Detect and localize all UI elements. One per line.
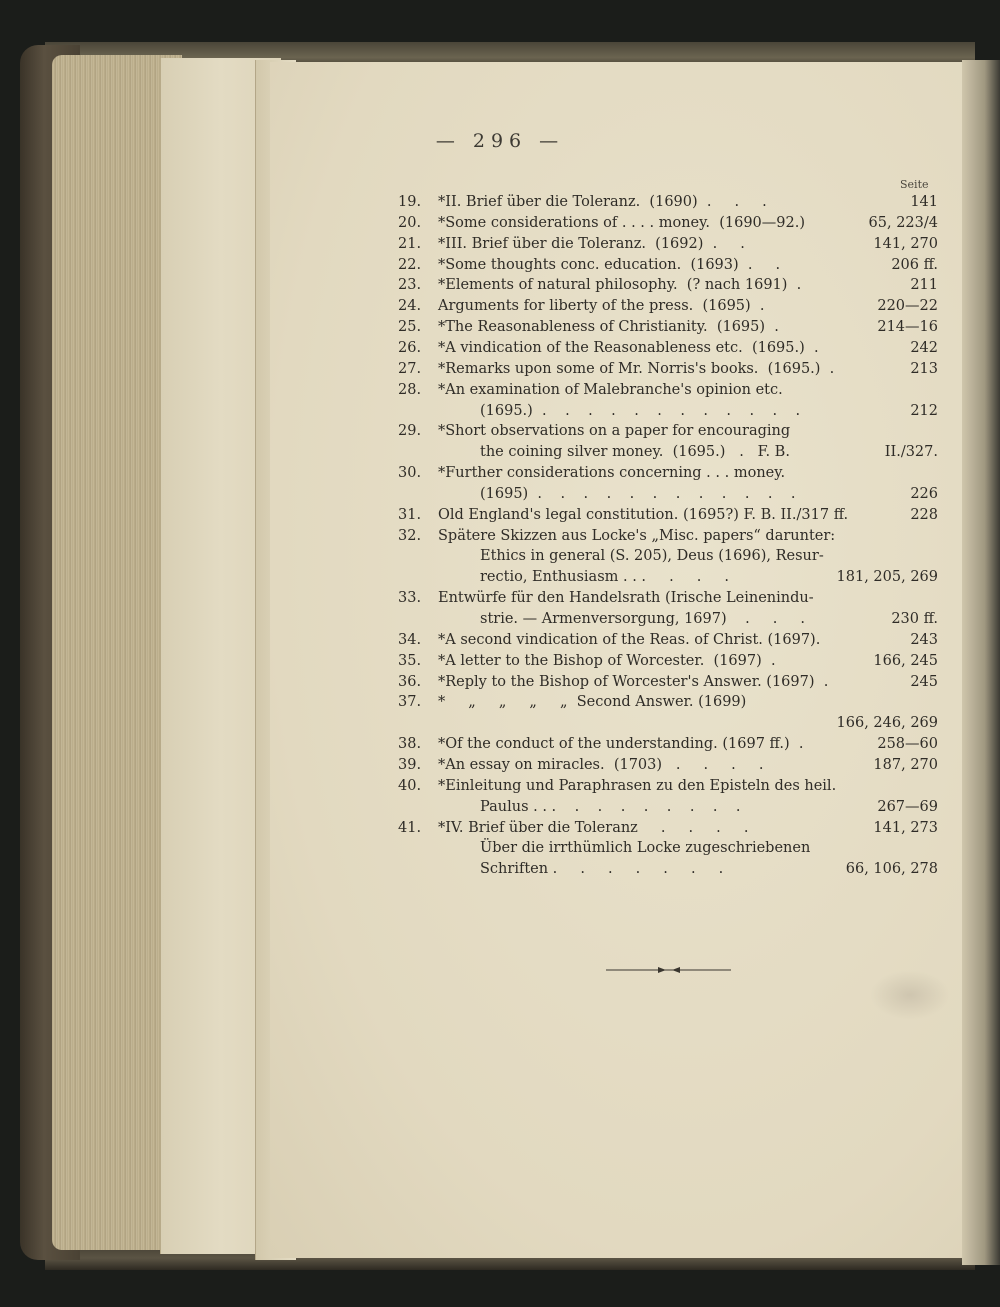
entry-pages: 66, 106, 278 <box>845 861 938 878</box>
entry-pages: 212 <box>910 402 938 419</box>
entry-title: strie. — Armenversorgung, 1697) . . . <box>480 611 805 627</box>
entry-number: 32. <box>398 527 422 544</box>
entry-number: 35. <box>398 652 422 669</box>
column-header: Seite <box>900 178 929 191</box>
entry-number: 27. <box>398 360 422 377</box>
entry-pages: 213 <box>910 360 938 377</box>
entry-title: *Short observations on a paper for encouraging <box>438 423 791 440</box>
entry-title: *IV. Brief über die Toleranz . . . . <box>438 819 749 836</box>
entry-number: 36. <box>398 673 422 690</box>
entry-number: 26. <box>398 339 422 356</box>
entry-title: Schriften . . . . . . . <box>480 861 724 878</box>
entry-title: Über die irrthümlich Locke zugeschriebenen <box>480 840 811 857</box>
entry-title: the coining silver money. (1695.) . F. B. <box>480 444 790 461</box>
entry-pages: 141 <box>910 194 938 210</box>
entry-number: 37. <box>398 694 422 711</box>
entry-title: *II. Brief über die Toleranz. (1690) . . . <box>438 194 767 210</box>
entry-number: 30. <box>398 465 422 482</box>
entry-title: *Reply to the Bishop of Worcester's Answer. (1697) . <box>438 673 829 690</box>
entry-title: *III. Brief über die Toleranz. (1692) . . <box>438 235 745 252</box>
entry-title: * „ „ „ „ Second Answer. (1699) <box>438 694 747 711</box>
entry-title: *Remarks upon some of Mr. Norris's books. (1695.) . <box>438 360 835 377</box>
page-stain <box>870 970 950 1020</box>
entry-pages: 220—22 <box>877 298 938 315</box>
entry-title: Old England's legal constitution. (1695?) F. B. II./317 ff. <box>438 506 849 523</box>
entry-pages: 166, 246, 269 <box>836 715 938 732</box>
entry-number: 28. <box>398 381 422 398</box>
entry-pages: 226 <box>910 485 938 502</box>
page-number: — 296 — <box>435 130 565 152</box>
entry-pages: 243 <box>910 631 938 648</box>
entry-title: Paulus . . . . . . . . . . . <box>480 798 741 815</box>
entry-title: *Some considerations of . . . . money. (1690—92.) <box>438 214 805 231</box>
entry-number: 25. <box>398 319 422 336</box>
entry-number: 29. <box>398 423 422 440</box>
entry-number: 19. <box>398 194 422 210</box>
entry-number: 21. <box>398 235 422 252</box>
entry-pages: 206 ff. <box>891 256 938 273</box>
entry-pages: 228 <box>910 506 938 523</box>
entry-number: 22. <box>398 256 422 273</box>
entry-title: (1695.) . . . . . . . . . . . . <box>480 402 801 419</box>
entry-pages: 267—69 <box>877 798 938 815</box>
entry-number: 24. <box>398 298 422 315</box>
entry-title: *Of the conduct of the understanding. (1697 ff.) . <box>438 736 804 753</box>
entry-pages: 211 <box>910 277 938 294</box>
entry-pages: 141, 273 <box>873 819 938 836</box>
entry-pages: 214—16 <box>877 319 938 336</box>
entry-title: *The Reasonableness of Christianity. (1695) . <box>438 319 779 336</box>
entry-pages: 230 ff. <box>891 611 938 627</box>
entry-pages: 242 <box>910 339 938 356</box>
entry-pages: 181, 205, 269 <box>836 569 938 586</box>
entry-pages: 65, 223/4 <box>868 214 938 231</box>
entry-number: 39. <box>398 756 422 773</box>
entry-title: *Some thoughts conc. education. (1693) . . <box>438 256 781 273</box>
entry-number: 20. <box>398 214 422 231</box>
entry-title: *Further considerations concerning . . . money. <box>438 465 786 482</box>
entry-title: (1695) . . . . . . . . . . . . <box>480 485 796 502</box>
entry-title: Ethics in general (S. 205), Deus (1696), Resur- <box>480 548 824 565</box>
entry-title: *Einleitung und Paraphrasen zu den Episteln des heil. <box>438 777 837 794</box>
entry-title: Spätere Skizzen aus Locke's „Misc. papers“ darunter: <box>438 527 836 544</box>
entry-number: 34. <box>398 631 422 648</box>
entry-title: *A second vindication of the Reas. of Christ. (1697). <box>438 631 821 648</box>
entry-pages: 245 <box>910 673 938 690</box>
entry-pages: 166, 245 <box>873 652 938 669</box>
entry-title: *A vindication of the Reasonableness etc. (1695.) . <box>438 339 819 356</box>
entry-number: 23. <box>398 277 422 294</box>
entry-title: Entwürfe für den Handelsrath (Irische Leinenindu- <box>438 590 814 607</box>
entry-number: 38. <box>398 736 422 753</box>
entry-title: *An examination of Malebranche's opinion etc. <box>438 381 783 398</box>
entry-number: 33. <box>398 590 422 607</box>
entry-title: *A letter to the Bishop of Worcester. (1697) . <box>438 652 776 669</box>
entry-number: 41. <box>398 819 422 836</box>
entry-title: *An essay on miracles. (1703) . . . . <box>438 756 764 773</box>
entry-pages: 187, 270 <box>873 756 938 773</box>
next-page-edge <box>962 60 1000 1265</box>
entry-number: 31. <box>398 506 422 523</box>
entry-title: rectio, Enthusiasm . . . . . . <box>480 569 730 586</box>
entry-pages: 141, 270 <box>873 235 938 252</box>
entry-pages: II./327. <box>884 444 938 461</box>
entry-number: 40. <box>398 777 422 794</box>
entry-title: Arguments for liberty of the press. (1695) . <box>438 298 765 315</box>
entry-pages: 258—60 <box>877 736 938 753</box>
entry-title: *Elements of natural philosophy. (? nach 1691) . <box>438 277 802 294</box>
ornament-divider <box>606 966 731 974</box>
